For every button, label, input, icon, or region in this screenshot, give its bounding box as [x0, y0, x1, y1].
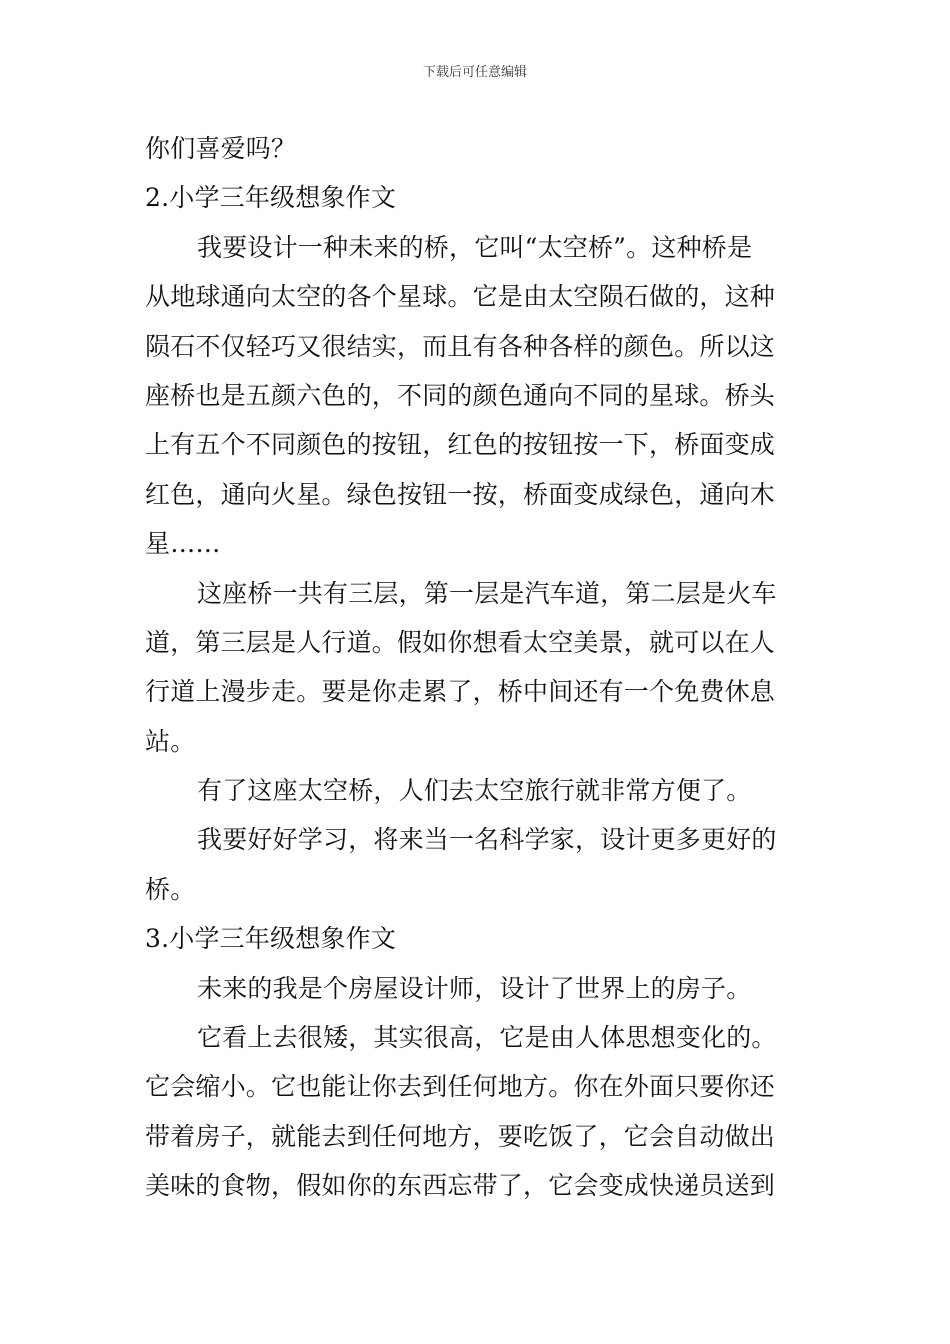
text-line: 未来的我是个房屋设计师，设计了世界上的房子。 — [197, 973, 752, 1003]
text-line: 美味的食物，假如你的东西忘带了，它会变成快递员送到 — [145, 1171, 776, 1201]
text-line: 道，第三层是人行道。假如你想看太空美景，就可以在人 — [145, 627, 776, 657]
text-line: 2.小学三年级想象作文 — [145, 183, 397, 213]
text-line: 带着房子，就能去到任何地方，要吃饭了，它会自动做出 — [145, 1121, 776, 1151]
text-line: 座桥也是五颜六色的，不同的颜色通向不同的星球。桥头 — [145, 380, 776, 410]
text-line: 桥。 — [145, 874, 196, 904]
text-line: 上有五个不同颜色的按钮，红色的按钮按一下，桥面变成 — [145, 430, 776, 460]
text-line: 3.小学三年级想象作文 — [145, 924, 397, 954]
text-line: 你们喜爱吗？ — [145, 134, 297, 163]
text-line: 从地球通向太空的各个星球。它是由太空陨石做的，这种 — [145, 282, 776, 312]
text-line: 我要设计一种未来的桥，它叫“太空桥”。这种桥是 — [197, 232, 753, 262]
text-line: 有了这座太空桥，人们去太空旅行就非常方便了。 — [197, 776, 752, 806]
text-line: 陨石不仅轻巧又很结实，而且有各种各样的颜色。所以这 — [145, 331, 776, 361]
text-line: 行道上漫步走。要是你走累了，桥中间还有一个免费休息 — [145, 677, 776, 707]
text-line: 我要好好学习，将来当一名科学家，设计更多更好的 — [197, 825, 777, 855]
text-line: 红色，通向火星。绿色按钮一按，桥面变成绿色，通向木 — [145, 479, 776, 509]
text-line: 它会缩小。它也能让你去到任何地方。你在外面只要你还 — [145, 1072, 776, 1102]
text-line: 站。 — [145, 726, 196, 756]
text-line: 星…… — [145, 529, 221, 559]
text-line: 这座桥一共有三层，第一层是汽车道，第二层是火车 — [197, 578, 777, 608]
text-line: 它看上去很矮，其实很高，它是由人体思想变化的。 — [197, 1023, 777, 1053]
document-body — [145, 124, 810, 1211]
page-header-note: 下载后可任意编辑 — [422, 65, 527, 80]
